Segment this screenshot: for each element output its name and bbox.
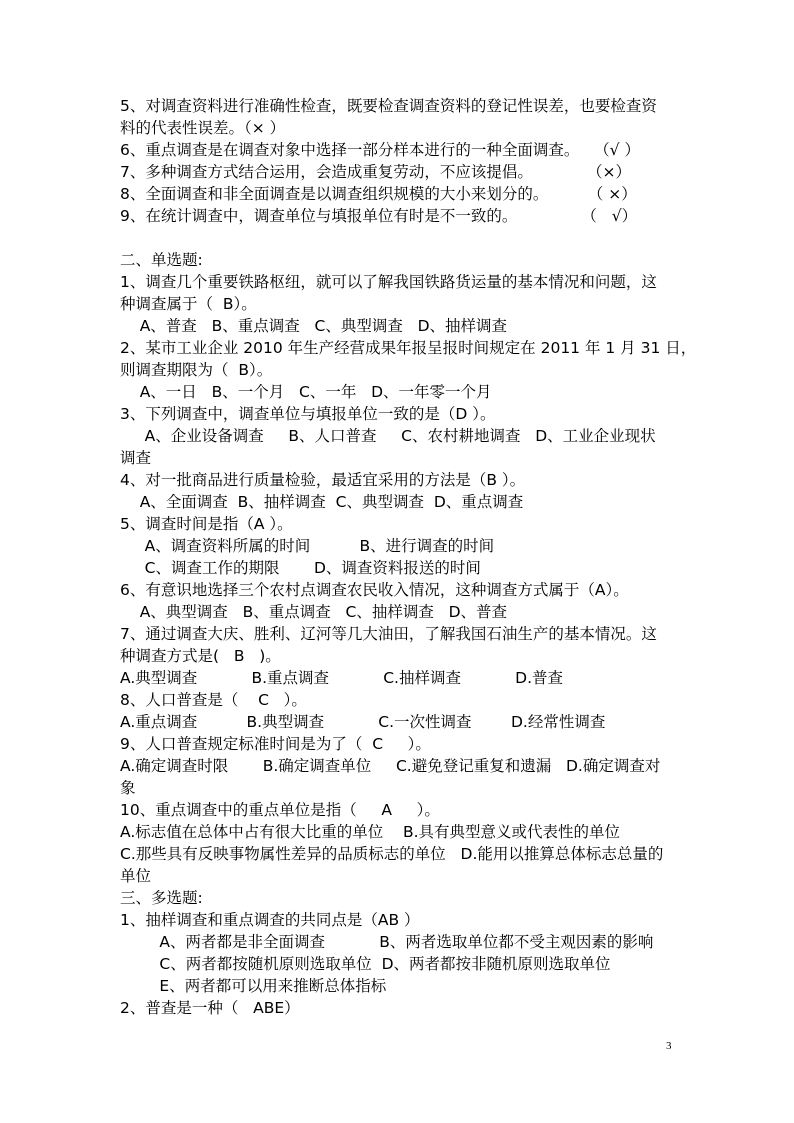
text-line: 6、有意识地选择三个农村点调查农民收入情况，这种调查方式属于（A）。 <box>120 581 629 599</box>
text-line: C、调查工作的期限 D、调查资料报送的时间 <box>120 559 481 577</box>
text-line: 10、重点调查中的重点单位是指（ A ）。 <box>120 801 440 819</box>
text-line: 3、下列调查中，调查单位与填报单位一致的是（D ）。 <box>120 405 496 423</box>
section-heading: 二、单选题: <box>120 251 203 269</box>
text-line: A、企业设备调查 B、人口普查 C、农村耕地调查 D、工业企业现状 <box>120 427 656 445</box>
text-line: A、两者都是非全面调查 B、两者选取单位都不受主观因素的影响 <box>120 933 654 951</box>
text-line: 种调查属于（ B）。 <box>120 295 257 313</box>
text-line: A.确定调查时限 B.确定调查单位 C.避免登记重复和遗漏 D.确定调查对 <box>120 757 661 775</box>
text-line: 6、重点调查是在调查对象中选择一部分样本进行的一种全面调查。 （√ ） <box>120 141 640 159</box>
text-line: 7、通过调查大庆、胜利、辽河等几大油田，了解我国石油生产的基本情况。这 <box>120 625 657 643</box>
text-line: 2、某市工业企业 2010 年生产经营成果年报呈报时间规定在 2011 年 1 月 31 日， <box>120 339 697 357</box>
text-line: 7、多种调查方式结合运用，会造成重复劳动，不应该提倡。 （×） <box>120 163 632 181</box>
text-line: 4、对一批商品进行质量检验，最适宜采用的方法是（B ）。 <box>120 471 526 489</box>
text-line: A、一日 B、一个月 C、一年 D、一年零一个月 <box>120 383 492 401</box>
text-line: 2、普查是一种（ ABE） <box>120 999 300 1017</box>
section-heading: 三、多选题: <box>120 889 203 907</box>
text-line: 则调查期限为（ B）。 <box>120 361 273 379</box>
text-line: 1、调查几个重要铁路枢纽，就可以了解我国铁路货运量的基本情况和问题，这 <box>120 273 657 291</box>
text-line: C、两者都按随机原则选取单位 D、两者都按非随机原则选取单位 <box>120 955 611 973</box>
text-line: A.标志值在总体中占有很大比重的单位 B.具有典型意义或代表性的单位 <box>120 823 621 841</box>
text-line: A、调查资料所属的时间 B、进行调查的时间 <box>120 537 495 555</box>
text-line: 1、抽样调查和重点调查的共同点是（AB ） <box>120 911 420 929</box>
text-line: 9、人口普查规定标准时间是为了（ C ）。 <box>120 735 431 753</box>
text-line: A、全面调查 B、抽样调查 C、典型调查 D、重点调查 <box>120 493 524 511</box>
text-line: A.典型调查 B.重点调查 C.抽样调查 D.普查 <box>120 669 564 687</box>
text-line: 8、人口普查是（ C ）。 <box>120 691 307 709</box>
text-line: 8、全面调查和非全面调查是以调查组织规模的大小来划分的。 （ ×） <box>120 185 637 203</box>
text-line: A、普查 B、重点调查 C、典型调查 D、抽样调查 <box>120 317 508 335</box>
page-number: 3 <box>666 1040 672 1052</box>
text-line: 料的代表性误差。（× ） <box>120 119 286 137</box>
text-line: 单位 <box>120 867 152 885</box>
text-line: 5、对调查资料进行准确性检查，既要检查调查资料的登记性误差，也要检查资 <box>120 97 657 115</box>
text-line: 调查 <box>120 449 152 467</box>
text-line: 9、在统计调查中，调查单位与填报单位有时是不一致的。 （ √） <box>120 207 638 225</box>
text-line: C.那些具有反映事物属性差异的品质标志的单位 D.能用以推算总体标志总量的 <box>120 845 664 863</box>
text-line: E、两者都可以用来推断总体指标 <box>120 977 387 995</box>
text-line: 象 <box>120 779 136 797</box>
text-line: A.重点调查 B.典型调查 C.一次性调查 D.经常性调查 <box>120 713 606 731</box>
text-line: A、典型调查 B、重点调查 C、抽样调查 D、普查 <box>120 603 508 621</box>
text-line: 5、调查时间是指（A ）。 <box>120 515 293 533</box>
text-line: 种调查方式是( B )。 <box>120 647 281 665</box>
